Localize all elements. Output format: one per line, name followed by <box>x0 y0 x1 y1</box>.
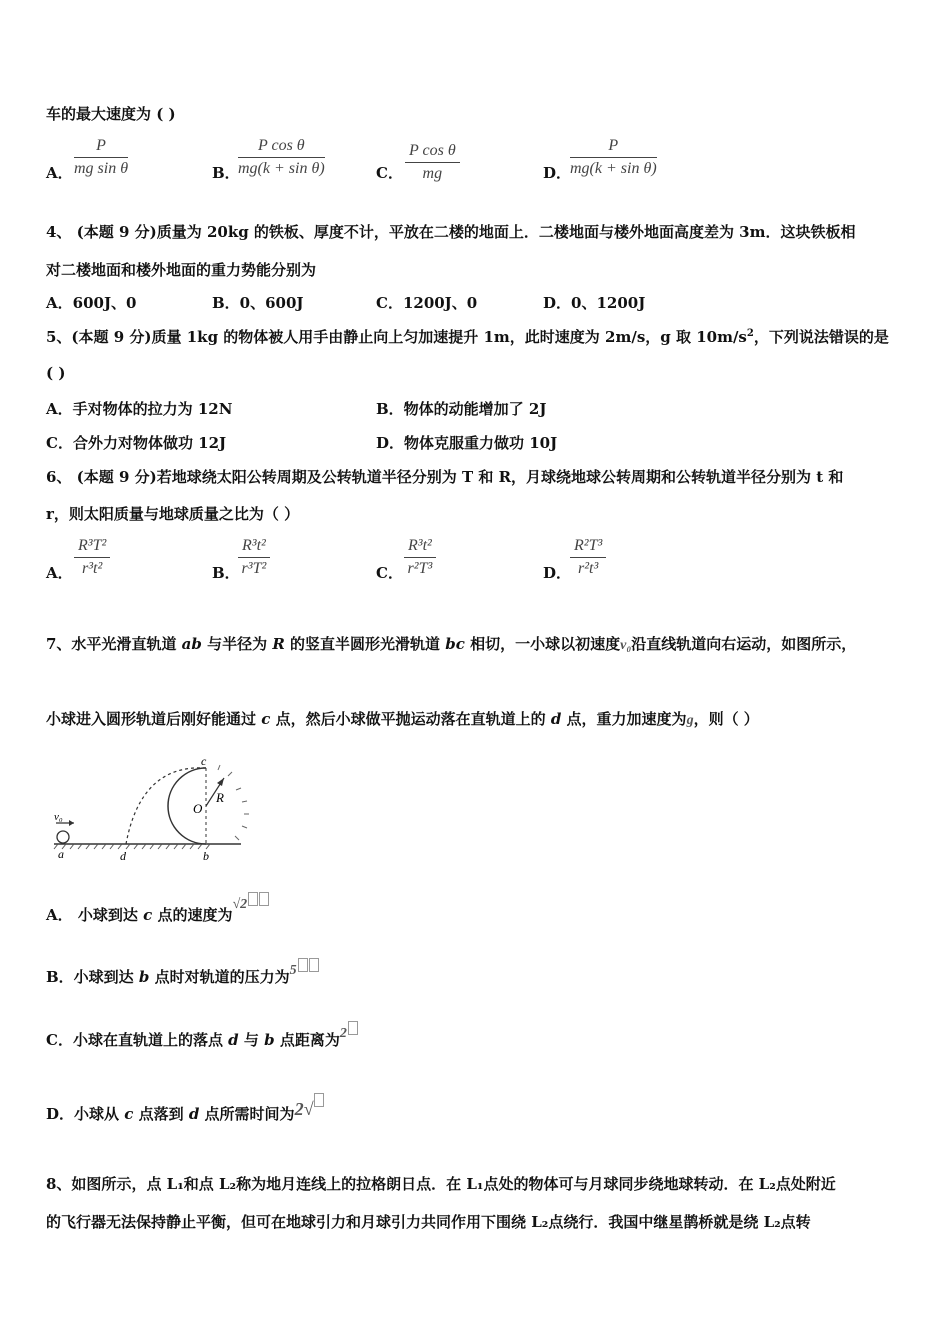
q7-var-bc: bc <box>445 635 465 653</box>
q7-text: 点，然后小球做平抛运动落在直轨道上的 <box>270 710 551 728</box>
q7-text: 点，重力加速度为 <box>561 710 687 728</box>
q7-track-figure <box>46 750 266 870</box>
missing-glyph-icon <box>259 892 269 906</box>
q7-stem-line2 <box>46 708 759 729</box>
fraction-numerator: R²T³ <box>570 537 606 558</box>
q7-option-b <box>46 963 319 987</box>
q5-stem-text-end: ，下列说法错误的是 <box>753 328 889 346</box>
q6-option-d-fraction <box>570 537 606 578</box>
q6-option-c-fraction <box>404 537 436 578</box>
fraction-numerator: P cos θ <box>405 142 460 163</box>
q7-option-a <box>46 897 269 925</box>
missing-glyph-icon <box>298 958 308 972</box>
q6-option-a-fraction <box>74 537 110 578</box>
q6-option-c-label: C． <box>376 564 403 582</box>
label-o: O <box>193 801 203 816</box>
q3-option-a-fraction <box>74 137 128 178</box>
ball <box>57 831 69 843</box>
q7-var-d: d <box>550 710 562 728</box>
option-text: 点落到 <box>133 1105 189 1123</box>
q8-stem-line2: 的飞行器无法保持静止平衡，但可在地球引力和月球引力共同作用下围绕 L₂点绕行．我国中继星鹊桥就是绕 L₂点转 <box>46 1213 811 1231</box>
q7-var-r: R <box>272 635 285 653</box>
q7-var-c: c <box>261 710 271 728</box>
q7-text: 相切，一小球以初速度 <box>464 635 621 653</box>
option-text: 点时对轨道的压力为 <box>149 968 290 986</box>
q3-stem-tail: 车的最大速度为 ( ) <box>46 105 176 123</box>
fraction-denominator: r³T² <box>241 560 267 577</box>
q3-option-b-label: B． <box>212 164 240 182</box>
label-a: a <box>58 847 64 861</box>
q7-option-c <box>46 1026 358 1050</box>
fraction-denominator: mg(k + sin θ) <box>238 160 325 177</box>
q7-stem-line1 <box>46 633 856 654</box>
option-text: 点所需时间为 <box>199 1105 295 1123</box>
option-math: 2 <box>339 1026 347 1041</box>
q7-text: 沿直线轨道向右运动，如图所示， <box>631 635 857 653</box>
q4-option-a: A．600J、0 <box>46 294 137 312</box>
q8-stem-line1: 8、如图所示，点 L₁和点 L₂称为地月连线上的拉格朗日点．在 L₁点处的物体可与月球同步绕地球转动．在 L₂点处附近 <box>46 1175 836 1193</box>
q3-option-a-label: A． <box>46 164 73 182</box>
q4-stem-line1: 4、 (本题 9 分)质量为 20kg 的铁板、厚度不计，平放在二楼的地面上．二楼地面与楼外地面高度差为 3m．这块铁板相 <box>46 223 856 241</box>
q4-stem-line2: 对二楼地面和楼外地面的重力势能分别为 <box>46 261 317 279</box>
q5-stem-line1 <box>46 326 889 347</box>
q7-text: 与半径为 <box>201 635 273 653</box>
q3-option-b-fraction <box>238 137 325 178</box>
q3-option-d-fraction <box>570 137 657 178</box>
q6-option-a-label: A． <box>46 564 73 582</box>
q7-var-ab: ab <box>181 635 202 653</box>
option-text: 点距离为 <box>274 1031 340 1049</box>
option-point: d <box>188 1105 200 1123</box>
missing-glyph-icon <box>248 892 258 906</box>
q7-var-g: g <box>686 713 694 728</box>
option-point: c <box>143 906 153 924</box>
q5-superscript: 2 <box>746 328 754 339</box>
fraction-denominator: r²t³ <box>578 560 599 577</box>
q5-option-d: D．物体克服重力做功 10J <box>376 434 558 452</box>
q6-option-d-label: D． <box>543 564 572 582</box>
label-d: d <box>120 849 126 863</box>
q6-option-b-fraction <box>238 537 270 578</box>
label-c: c <box>201 754 207 768</box>
q5-stem-text: 5、(本题 9 分)质量 1kg 的物体被人用手由静止向上匀加速提升 1m，此时速度为 2m/s，g 取 10m/s <box>46 328 747 346</box>
option-math: √2 <box>232 897 248 912</box>
q7-text: ，则（ ） <box>693 710 759 728</box>
option-point: b <box>264 1031 275 1049</box>
option-text: D．小球从 <box>46 1105 125 1123</box>
fraction-numerator: R³t² <box>404 537 436 558</box>
q7-text: 小球进入圆形轨道后刚好能通过 <box>46 710 262 728</box>
option-math: 5 <box>289 963 297 978</box>
v0-arrowhead <box>69 820 74 826</box>
fraction-denominator: r²T³ <box>407 560 433 577</box>
option-math: 2√ <box>294 1099 314 1119</box>
q3-option-d-label: D． <box>543 164 572 182</box>
q6-stem-line1: 6、 (本题 9 分)若地球绕太阳公转周期及公转轨道半径分别为 T 和 R，月球绕地球公转周期和公转轨道半径分别为 t 和 <box>46 468 844 486</box>
q5-option-c: C．合外力对物体做功 12J <box>46 434 227 452</box>
q7-option-d <box>46 1099 324 1124</box>
label-v0: v₀ <box>54 811 63 823</box>
fraction-numerator: R³T² <box>74 537 110 558</box>
option-point: d <box>228 1031 239 1049</box>
label-r: R <box>216 790 224 805</box>
q7-text: 7、水平光滑直轨道 <box>46 635 182 653</box>
radius-arrowhead <box>217 778 224 786</box>
option-point: c <box>124 1105 134 1123</box>
fraction-denominator: mg <box>422 165 443 182</box>
q5-stem-line2: ( ) <box>46 364 66 382</box>
fraction-denominator: mg sin θ <box>74 160 129 177</box>
option-text: A． 小球到达 <box>46 906 144 924</box>
q4-option-b: B．0、600J <box>212 294 304 312</box>
q6-option-b-label: B． <box>212 564 240 582</box>
option-point: b <box>138 968 150 986</box>
fraction-denominator: r³t² <box>82 560 103 577</box>
q4-option-c: C．1200J、0 <box>376 294 478 312</box>
q6-stem-line2: r，则太阳质量与地球质量之比为（ ） <box>46 505 300 523</box>
q3-option-c-label: C． <box>376 164 403 182</box>
missing-glyph-icon <box>348 1021 358 1035</box>
missing-glyph-icon <box>309 958 319 972</box>
fraction-denominator: mg(k + sin θ) <box>570 160 657 177</box>
option-text: 点的速度为 <box>152 906 233 924</box>
label-b: b <box>203 849 209 863</box>
fraction-numerator: P <box>74 137 128 158</box>
q7-text: 的竖直半圆形光滑轨道 <box>284 635 446 653</box>
q4-option-d: D．0、1200J <box>543 294 646 312</box>
option-text: 与 <box>238 1031 265 1049</box>
fraction-numerator: P cos θ <box>238 137 325 158</box>
q3-option-c-fraction <box>405 142 460 183</box>
option-text: B．小球到达 <box>46 968 139 986</box>
fraction-numerator: R³t² <box>238 537 270 558</box>
fraction-numerator: P <box>570 137 657 158</box>
q7-var-v0: v₀ <box>620 638 632 653</box>
option-text: C．小球在直轨道上的落点 <box>46 1031 229 1049</box>
q5-option-a: A．手对物体的拉力为 12N <box>46 400 233 418</box>
q5-option-b: B．物体的动能增加了 2J <box>376 400 547 418</box>
missing-glyph-icon <box>314 1093 324 1107</box>
